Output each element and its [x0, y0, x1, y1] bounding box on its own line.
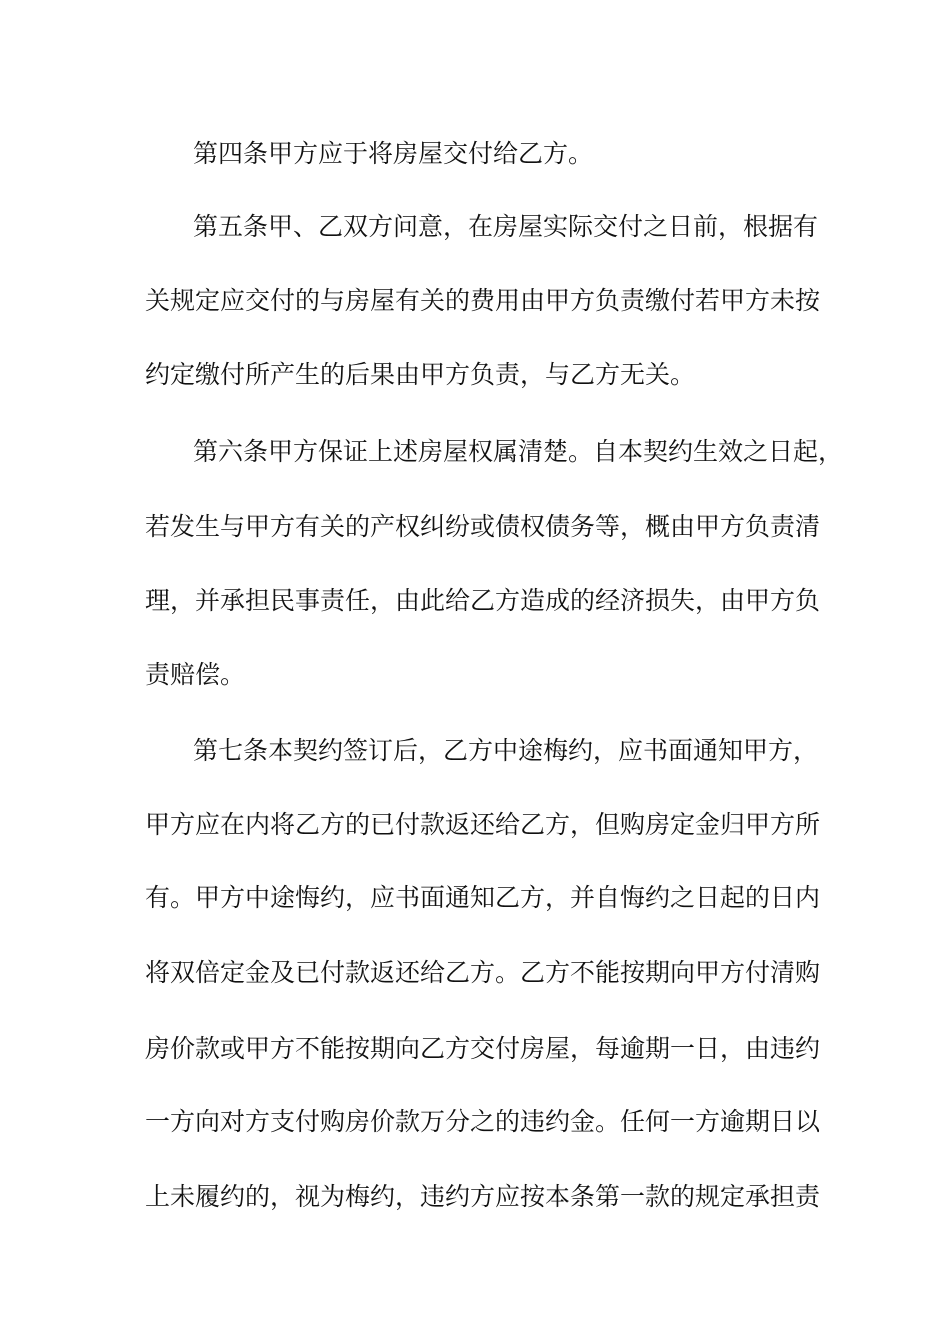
- paragraph-line: 有。甲方中途悔约，应书面通知乙方，并自悔约之日起的日内: [145, 883, 821, 912]
- paragraph-line: 将双倍定金及已付款返还给乙方。乙方不能按期向甲方付清购: [145, 958, 821, 987]
- paragraph-line: 若发生与甲方有关的产权纠纷或债权债务等，概由甲方负责清: [145, 512, 821, 541]
- paragraph-line: 房价款或甲方不能按期向乙方交付房屋，每逾期一日，由违约: [145, 1034, 821, 1063]
- paragraph-line: 一方向对方支付购房价款万分之的违约金。任何一方逾期日以: [145, 1107, 821, 1136]
- paragraph-line: 上未履约的，视为梅约，违约方应按本条第一款的规定承担责: [145, 1182, 821, 1211]
- paragraph-line: 关规定应交付的与房屋有关的费用由甲方负责缴付若甲方未按: [145, 286, 821, 315]
- paragraph-line: 责赔偿。: [145, 660, 246, 689]
- paragraph-line: 约定缴付所产生的后果由甲方负责，与乙方无关。: [145, 360, 696, 389]
- paragraph-line: 理，并承担民事责任，由此给乙方造成的经济损失，由甲方负: [145, 586, 821, 615]
- paragraph-line: 第六条甲方保证上述房屋权属清楚。自本契约生效之日起，: [193, 437, 844, 466]
- paragraph-line: 第五条甲、乙双方问意，在房屋实际交付之日前，根据有: [193, 212, 819, 241]
- paragraph-line: 甲方应在内将乙方的已付款返还给乙方，但购房定金归甲方所: [145, 810, 821, 839]
- paragraph-line: 第四条甲方应于将房屋交付给乙方。: [193, 139, 594, 168]
- paragraph-line: 第七条本契约签订后，乙方中途梅约，应书面通知甲方，: [193, 736, 819, 765]
